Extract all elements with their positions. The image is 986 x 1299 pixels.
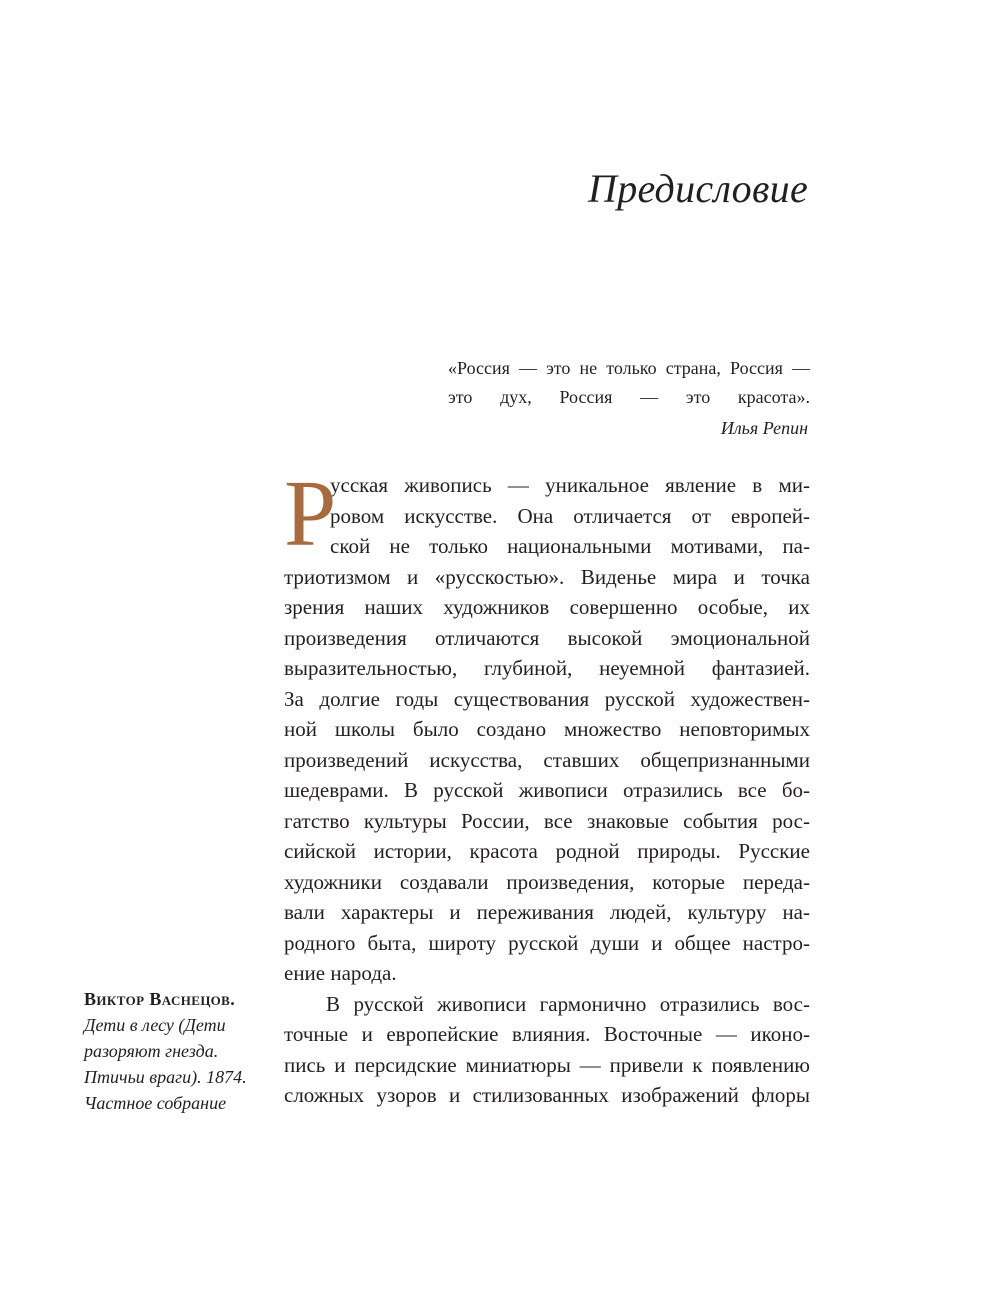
text-line: В русской живописи гармонично отразились вос- — [326, 991, 810, 1016]
epigraph-line: «Россия — это не только страна, Россия — — [448, 358, 810, 378]
text-line: ной школы было создано множество неповторимых — [284, 717, 810, 741]
caption-line: Частное собрание — [84, 1093, 227, 1113]
text-line: За долгие годы существования русской художествен- — [284, 686, 810, 711]
text-line: шедеврами. В русской живописи отразились все бо- — [284, 778, 810, 802]
main-text — [284, 462, 810, 1111]
text-line: усская живопись — уникальное явление в ми- — [330, 473, 810, 497]
text-line: точные и европейские влияния. Восточные — иконо- — [284, 1022, 810, 1046]
text-line: ение народа. — [284, 961, 397, 985]
text-line: вали характеры и переживания людей, культуру на- — [284, 900, 810, 924]
text-line: триотизмом и «русскостью». Виденье мира и точка — [284, 564, 810, 589]
text-line: произведения отличаются высокой эмоциональной — [284, 625, 810, 650]
drop-cap: Р — [284, 462, 337, 566]
text-line: художники создавали произведения, которые переда- — [284, 869, 810, 894]
text-line: сийской истории, красота родной природы. Русские — [284, 839, 810, 863]
paragraph-1 — [284, 462, 810, 989]
text-line: родного быта, широту русской души и общее настро- — [284, 930, 810, 955]
paragraph-2 — [284, 989, 810, 1111]
text-line: зрения наших художников совершенно особые, их — [284, 595, 810, 619]
text-line: ской не только национальными мотивами, па- — [330, 534, 810, 558]
epigraph-line: это дух, Россия — это красота». — [448, 387, 810, 407]
caption-author: Виктор Васнецов. — [84, 989, 236, 1009]
image-caption — [84, 986, 274, 1116]
text-line: гатство культуры России, все знаковые события рос- — [284, 808, 810, 833]
epigraph-author: Илья Репин — [720, 418, 808, 438]
epigraph — [448, 354, 810, 443]
text-line: ровом искусстве. Она отличается от европей- — [330, 503, 810, 528]
caption-line: разоряют гнезда. — [84, 1041, 219, 1061]
text-line: выразительностью, глубиной, неуемной фантазией. — [284, 656, 810, 680]
page-title: Предисловие — [588, 166, 808, 211]
text-line: пись и персидские миниатюры — привели к появлению — [284, 1052, 810, 1077]
text-line: сложных узоров и стилизованных изображений флоры — [284, 1083, 810, 1107]
text-line: произведений искусства, ставших общепризнанными — [284, 747, 810, 772]
caption-line: Дети в лесу (Дети — [84, 1015, 226, 1035]
caption-line: Птичьи враги). 1874. — [84, 1067, 247, 1087]
